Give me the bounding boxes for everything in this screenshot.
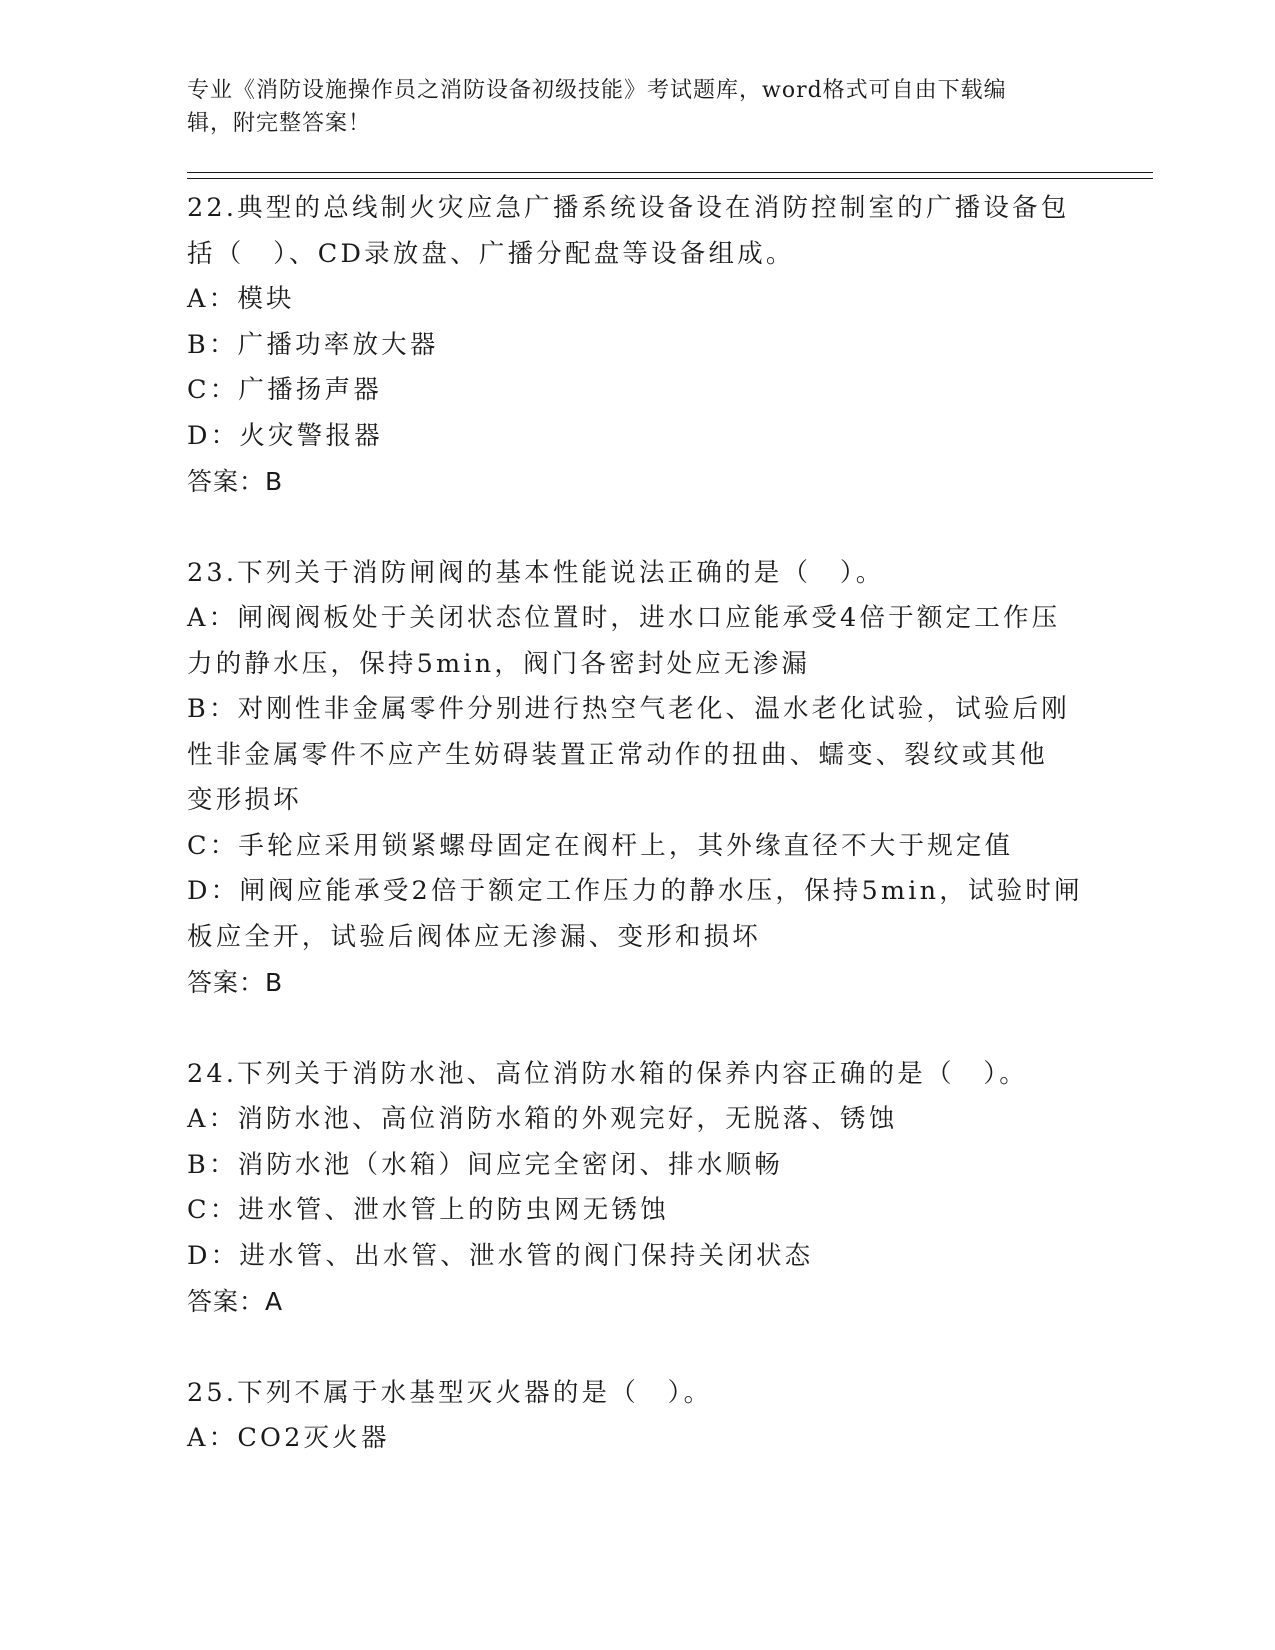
- question-list: [187, 186, 1087, 1508]
- question: [187, 551, 1087, 1006]
- option-b: B：广播功率放大器: [187, 329, 439, 360]
- option-d-continued: 板应全开，试验后阀体应无渗漏、变形和损坏: [187, 921, 762, 952]
- question-stem: 24.下列关于消防水池、高位消防水箱的保养内容正确的是（ ）。: [187, 1058, 1029, 1089]
- option-a: A：模块: [187, 284, 295, 314]
- option-a-continued: 力的静水压，保持5min，阀门各密封处应无渗漏: [187, 648, 811, 679]
- option-a: A：CO2灭火器: [187, 1423, 390, 1453]
- option-d: D：闸阀应能承受2倍于额定工作压力的静水压，保持5min，试验时闸: [187, 876, 1083, 906]
- question-stem: 23.下列关于消防闸阀的基本性能说法正确的是（ ）。: [187, 557, 885, 588]
- question: [187, 186, 1087, 505]
- option-c: C：广播扬声器: [187, 375, 382, 405]
- header-line: 专业《消防设施操作员之消防设备初级技能》考试题库，word格式可自由下载编: [187, 78, 1007, 103]
- option-c: C：进水管、泄水管上的防虫网无锈蚀: [187, 1195, 669, 1225]
- answer: 答案：B: [187, 968, 284, 997]
- option-b-continued: 变形损坏: [187, 785, 302, 815]
- option-d: D：火灾警报器: [187, 420, 383, 451]
- option-b-continued: 性非金属零件不应产生妨碍装置正常动作的扭曲、蠕变、裂纹或其他: [187, 739, 1049, 770]
- option-a: A：闸阀阀板处于关闭状态位置时，进水口应能承受4倍于额定工作压: [187, 603, 1061, 633]
- option-a: A：消防水池、高位消防水箱的外观完好，无脱落、锈蚀: [187, 1104, 898, 1134]
- question: [187, 1371, 1087, 1462]
- question-stem: 括（ ）、CD录放盘、广播分配盘等设备组成。: [187, 238, 795, 269]
- option-c: C：手轮应采用锁紧螺母固定在阀杆上，其外缘直径不大于规定值: [187, 830, 1014, 861]
- header-line: 辑，附完整答案！: [187, 111, 372, 136]
- question-stem: 22.典型的总线制火灾应急广播系统设备设在消防控制室的广播设备包: [187, 193, 1070, 223]
- question-stem: 25.下列不属于水基型灭火器的是（ ）。: [187, 1377, 713, 1408]
- header-divider: [187, 178, 1153, 179]
- option-d: D：进水管、出水管、泄水管的阀门保持关闭状态: [187, 1240, 814, 1271]
- answer: 答案：A: [187, 1287, 284, 1316]
- question: [187, 1052, 1087, 1325]
- document-header: [187, 74, 1087, 140]
- option-b: B：消防水池（水箱）间应完全密闭、排水顺畅: [187, 1149, 783, 1180]
- answer: 答案：B: [187, 467, 284, 496]
- header-divider: [187, 172, 1153, 173]
- option-b: B：对刚性非金属零件分别进行热空气老化、温水老化试验，试验后刚: [187, 694, 1070, 724]
